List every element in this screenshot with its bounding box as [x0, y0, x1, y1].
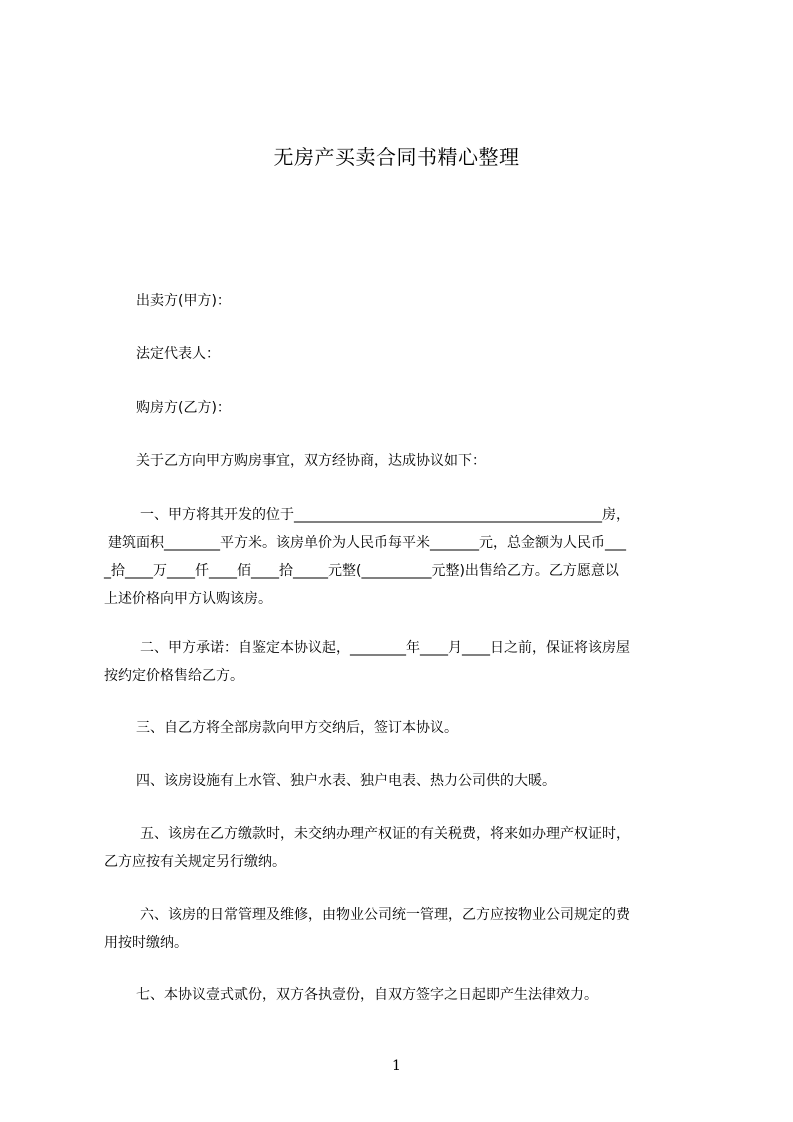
legal-representative-label: 法定代表人：: [136, 346, 220, 362]
clause-5-line-1: 五、该房在乙方缴款时，未交纳办理产权证的有关税费，将来如办理产权证时，: [140, 826, 630, 842]
clause-7: 七、本协议壹式贰份，双方各执壹份，自双方签字之日起即产生法律效力。: [136, 987, 598, 1003]
clause-5-line-2: 乙方应按有关规定另行缴纳。: [104, 854, 286, 870]
clause-2-line-1: 二、甲方承诺：自鉴定本协议起，________年____月____日之前，保证将该房屋: [140, 640, 630, 656]
clause-1-line-3: _拾____万____仟____佰____拾_____元整(__________元整)出售给乙方。乙方愿意以: [104, 563, 619, 579]
clause-6-line-1: 六、该房的日常管理及维修，由物业公司统一管理，乙方应按物业公司规定的费: [140, 907, 630, 923]
clause-1-line-2: 建筑面积________平方米。该房单价为人民币每平米_______元，总金额为人民币___: [108, 535, 626, 551]
page-number: 1: [392, 1058, 401, 1074]
clause-2-line-2: 按约定价格售给乙方。: [104, 668, 244, 684]
clause-4: 四、该房设施有上水管、独户水表、独户电表、热力公司供的大暖。: [136, 773, 556, 789]
intro-paragraph: 关于乙方向甲方购房事宜，双方经协商，达成协议如下：: [136, 453, 486, 469]
clause-3: 三、自乙方将全部房款向甲方交纳后，签订本协议。: [136, 720, 458, 736]
clause-1-line-4: 上述价格向甲方认购该房。: [104, 591, 272, 607]
document-title: 无房产买卖合同书精心整理: [273, 145, 520, 169]
buyer-label: 购房方(乙方)：: [136, 400, 231, 416]
seller-label: 出卖方(甲方)：: [136, 293, 231, 309]
clause-1-line-1: 一、甲方将其开发的位于____________________________________________房，: [140, 507, 630, 523]
clause-6-line-2: 用按时缴纳。: [104, 935, 188, 951]
